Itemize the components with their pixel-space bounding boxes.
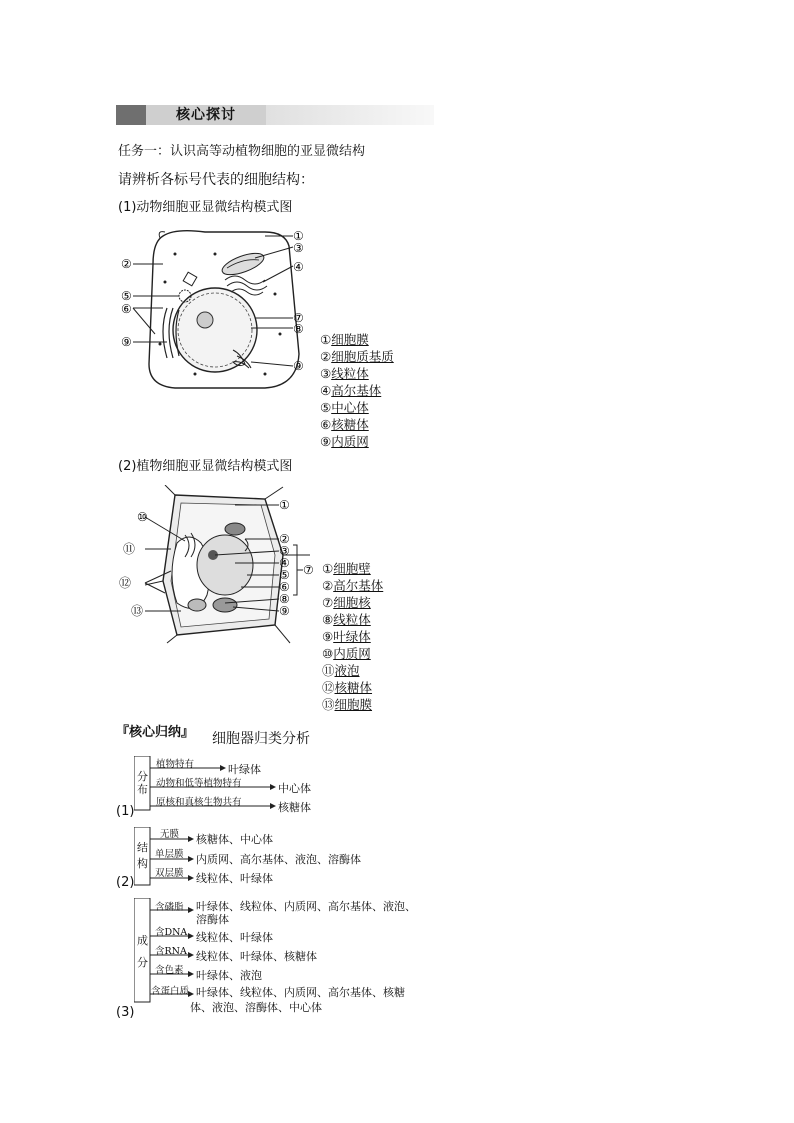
plant-label-6: ⑥ [279, 580, 290, 594]
plant-legend-row: ⑧线粒体 [322, 612, 371, 627]
plant-label-8: ⑧ [279, 592, 290, 606]
animal-label-2: ② [121, 257, 132, 271]
plant-label-1: ① [279, 498, 290, 512]
plant-label-13: ⑬ [131, 604, 144, 618]
group2-cond-1: 无膜 [160, 829, 180, 840]
plant-label-7: ⑦ [303, 563, 314, 577]
plant-legend-row: ⑨叶绿体 [322, 629, 371, 644]
plant-legend-row: ⑬细胞膜 [322, 697, 373, 712]
group1-result-1: 叶绿体 [228, 763, 261, 776]
group2-result-3: 线粒体、叶绿体 [196, 872, 273, 885]
group1-cond-1: 植物特有 [156, 759, 195, 770]
group3-result-2: 线粒体、叶绿体 [196, 931, 273, 944]
plant-legend-row: ①细胞壁 [322, 561, 371, 576]
group2-cond-3: 双层膜 [155, 868, 184, 879]
plant-legend-row: ②高尔基体 [322, 578, 384, 593]
group1-result-2: 中心体 [278, 782, 311, 795]
animal-legend-row: ⑤中心体 [320, 400, 369, 415]
group1-category: 分 布 [137, 770, 148, 796]
group1-cond-3: 原核和真核生物共有 [156, 797, 242, 808]
animal-label-5: ⑤ [121, 289, 132, 303]
group1-cond-2: 动物和低等植物特有 [156, 778, 242, 789]
animal-label-8: ⑧ [293, 322, 304, 336]
group1-number: (1) [116, 804, 135, 819]
group3-cond-2: 含DNA [155, 927, 188, 938]
group3-cond-1: 含磷脂 [155, 902, 184, 913]
animal-cell-diagram [115, 224, 315, 394]
animal-label-9-right: ⑨ [293, 359, 304, 373]
plant-label-3: ③ [279, 544, 290, 558]
group3-result-1: 叶绿体、线粒体、内质网、高尔基体、液泡、 [196, 900, 416, 913]
group2-category: 结 构 [137, 841, 148, 870]
animal-legend-row: ⑥核糖体 [320, 417, 369, 432]
animal-label-1: ① [293, 229, 304, 243]
plant-legend-row: ⑦细胞核 [322, 595, 371, 610]
group3-cond-3: 含RNA [155, 946, 187, 957]
section-banner [116, 105, 434, 125]
group3-result-3: 线粒体、叶绿体、核糖体 [196, 950, 317, 963]
plant-legend-row: ⑫核糖体 [322, 680, 373, 695]
animal-legend-row: ②细胞质基质 [320, 349, 394, 364]
plant-label-4: ④ [279, 556, 290, 570]
animal-legend [320, 331, 394, 450]
group3-category: 成 分 [137, 934, 148, 969]
plant-legend [322, 560, 383, 713]
group1-result-3: 核糖体 [278, 801, 311, 814]
banner-marker [116, 105, 146, 125]
plant-label-12: ⑫ [119, 576, 132, 590]
group3-result-1-cont: 溶酶体 [196, 913, 229, 926]
group3-result-5-cont: 体、液泡、溶酶体、中心体 [190, 1001, 322, 1014]
plant-label-10: ⑩ [137, 510, 148, 524]
animal-legend-row: ①细胞膜 [320, 332, 369, 347]
group3-cond-5: 含蛋白质 [151, 986, 190, 997]
plant-cell-diagram [115, 485, 320, 645]
group3-cond-4: 含色素 [155, 965, 184, 976]
animal-legend-row: ④高尔基体 [320, 383, 382, 398]
animal-legend-row: ⑨内质网 [320, 434, 369, 449]
plant-label-11: ⑪ [123, 542, 136, 556]
group2-number: (2) [116, 875, 135, 890]
animal-label-4: ④ [293, 260, 304, 274]
summary-title: 细胞器归类分析 [212, 731, 310, 747]
group2-result-2: 内质网、高尔基体、液泡、溶酶体 [196, 853, 361, 866]
plant-label-2: ② [279, 532, 290, 546]
animal-label-9-left: ⑨ [121, 335, 132, 349]
plant-heading: (2)植物细胞亚显微结构模式图 [118, 459, 293, 474]
animal-label-6: ⑥ [121, 302, 132, 316]
plant-label-5: ⑤ [279, 568, 290, 582]
animal-label-7: ⑦ [293, 311, 304, 325]
plant-legend-row: ⑩内质网 [322, 646, 371, 661]
summary-tag: 『核心归纳』 [116, 725, 195, 740]
section-title: 核心探讨 [146, 105, 266, 125]
group3-result-5: 叶绿体、线粒体、内质网、高尔基体、核糖 [196, 986, 405, 999]
group2-cond-2: 单层膜 [155, 849, 184, 860]
instruction: 请辨析各标号代表的细胞结构： [118, 172, 314, 188]
group2-result-1: 核糖体、中心体 [196, 833, 273, 846]
group3-result-4: 叶绿体、液泡 [196, 969, 262, 982]
animal-label-3: ③ [293, 241, 304, 255]
animal-legend-row: ③线粒体 [320, 366, 369, 381]
group3-number: (3) [116, 1005, 135, 1020]
animal-heading: (1)动物细胞亚显微结构模式图 [118, 200, 293, 215]
banner-fade [266, 105, 434, 125]
plant-label-9: ⑨ [279, 604, 290, 618]
task-title: 任务一：认识高等动植物细胞的亚显微结构 [118, 144, 366, 159]
plant-legend-row: ⑪液泡 [322, 663, 360, 678]
